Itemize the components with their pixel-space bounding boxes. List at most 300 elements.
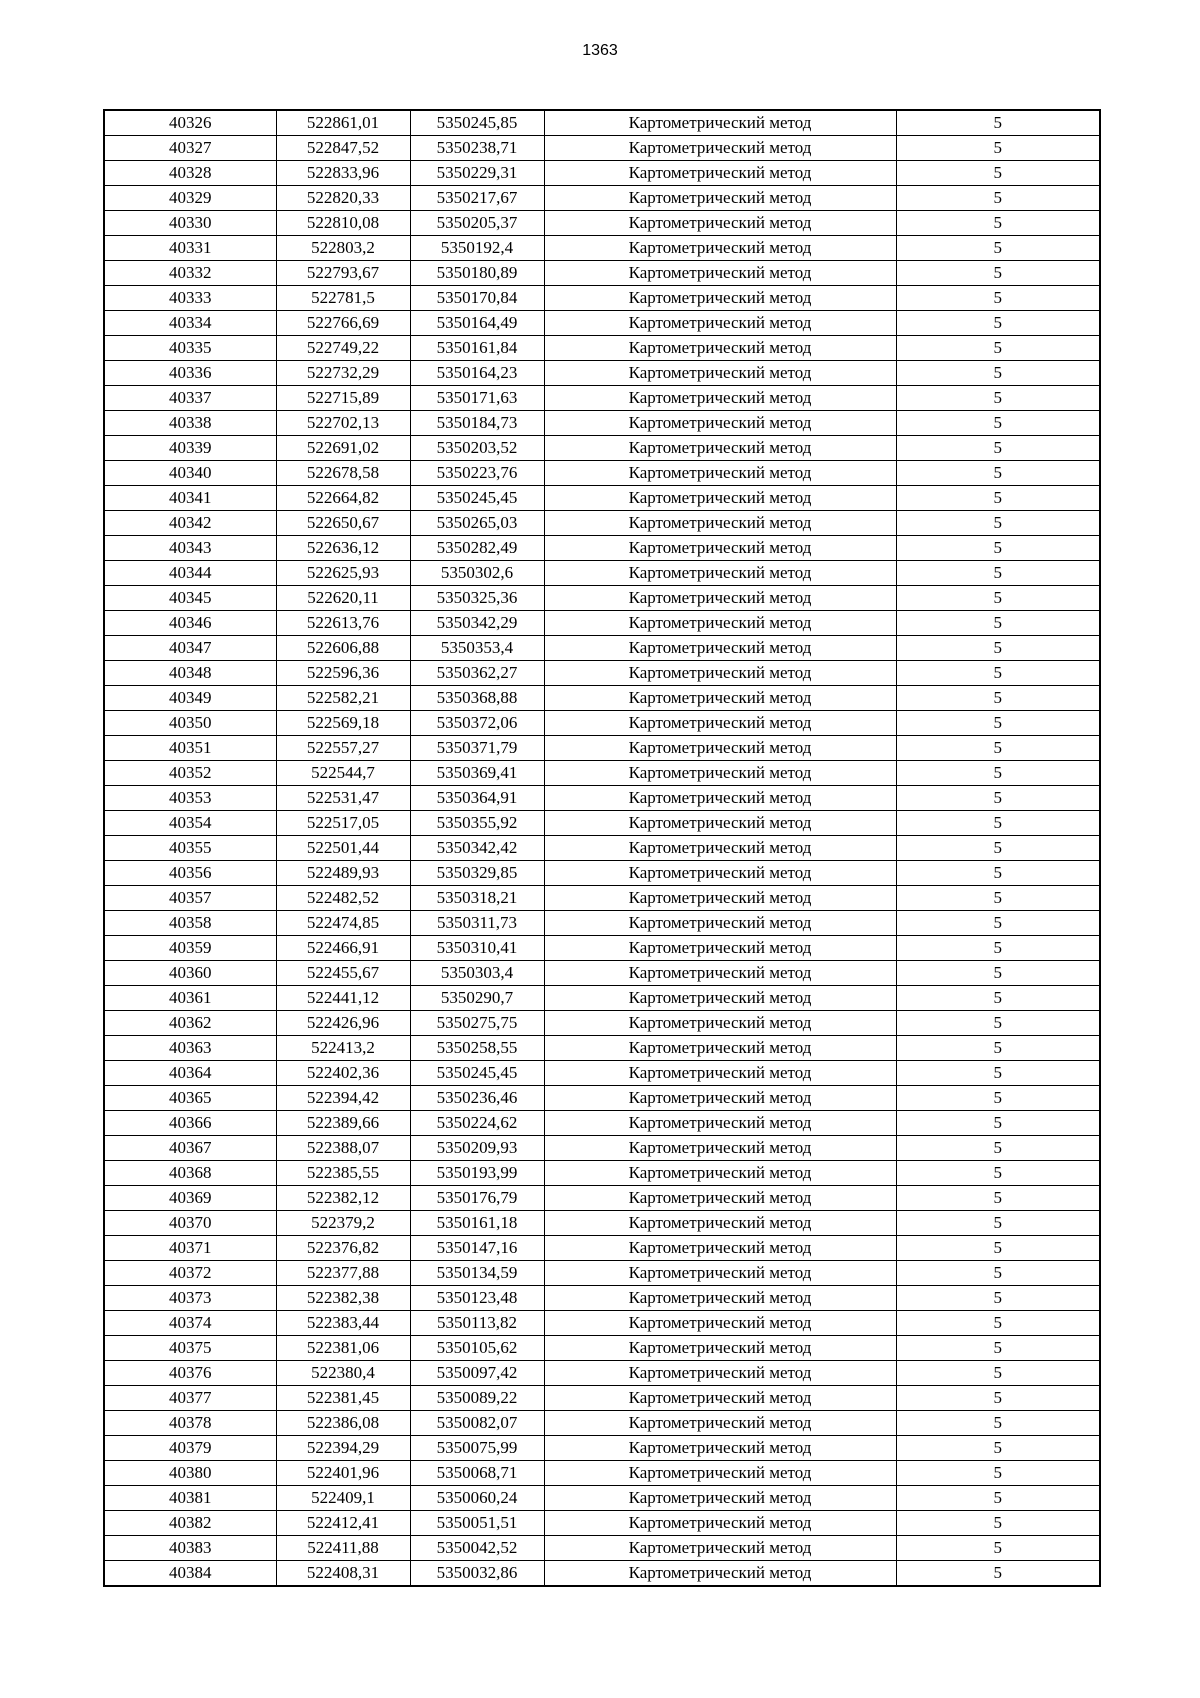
accuracy-cell: 5 [896, 186, 1100, 211]
point-number-cell: 40379 [104, 1436, 276, 1461]
table-row [104, 1536, 1100, 1561]
table-row [104, 811, 1100, 836]
table-row [104, 911, 1100, 936]
y-coordinate-cell: 5350171,63 [410, 386, 544, 411]
table-row [104, 286, 1100, 311]
table-row [104, 611, 1100, 636]
y-coordinate-cell: 5350325,36 [410, 586, 544, 611]
accuracy-cell: 5 [896, 411, 1100, 436]
point-number-cell: 40377 [104, 1386, 276, 1411]
y-coordinate-cell: 5350164,49 [410, 311, 544, 336]
accuracy-cell: 5 [896, 1036, 1100, 1061]
y-coordinate-cell: 5350371,79 [410, 736, 544, 761]
table-body [104, 110, 1100, 1586]
y-coordinate-cell: 5350123,48 [410, 1286, 544, 1311]
point-number-cell: 40384 [104, 1561, 276, 1587]
method-cell: Картометрический метод [544, 286, 896, 311]
x-coordinate-cell: 522678,58 [276, 461, 410, 486]
point-number-cell: 40357 [104, 886, 276, 911]
table-row [104, 986, 1100, 1011]
method-cell: Картометрический метод [544, 211, 896, 236]
point-number-cell: 40372 [104, 1261, 276, 1286]
table-row [104, 586, 1100, 611]
table-row [104, 736, 1100, 761]
x-coordinate-cell: 522664,82 [276, 486, 410, 511]
accuracy-cell: 5 [896, 1061, 1100, 1086]
y-coordinate-cell: 5350303,4 [410, 961, 544, 986]
x-coordinate-cell: 522517,05 [276, 811, 410, 836]
accuracy-cell: 5 [896, 161, 1100, 186]
y-coordinate-cell: 5350060,24 [410, 1486, 544, 1511]
y-coordinate-cell: 5350245,85 [410, 110, 544, 136]
x-coordinate-cell: 522793,67 [276, 261, 410, 286]
y-coordinate-cell: 5350082,07 [410, 1411, 544, 1436]
table-row [104, 536, 1100, 561]
accuracy-cell: 5 [896, 986, 1100, 1011]
method-cell: Картометрический метод [544, 1386, 896, 1411]
point-number-cell: 40350 [104, 711, 276, 736]
x-coordinate-cell: 522732,29 [276, 361, 410, 386]
point-number-cell: 40354 [104, 811, 276, 836]
method-cell: Картометрический метод [544, 1136, 896, 1161]
table-row [104, 1236, 1100, 1261]
point-number-cell: 40373 [104, 1286, 276, 1311]
y-coordinate-cell: 5350265,03 [410, 511, 544, 536]
x-coordinate-cell: 522382,12 [276, 1186, 410, 1211]
table-row [104, 261, 1100, 286]
table-row [104, 1261, 1100, 1286]
point-number-cell: 40378 [104, 1411, 276, 1436]
accuracy-cell: 5 [896, 561, 1100, 586]
x-coordinate-cell: 522426,96 [276, 1011, 410, 1036]
y-coordinate-cell: 5350290,7 [410, 986, 544, 1011]
x-coordinate-cell: 522781,5 [276, 286, 410, 311]
y-coordinate-cell: 5350176,79 [410, 1186, 544, 1211]
table-row [104, 461, 1100, 486]
point-number-cell: 40345 [104, 586, 276, 611]
point-number-cell: 40344 [104, 561, 276, 586]
accuracy-cell: 5 [896, 836, 1100, 861]
y-coordinate-cell: 5350184,73 [410, 411, 544, 436]
y-coordinate-cell: 5350236,46 [410, 1086, 544, 1111]
y-coordinate-cell: 5350180,89 [410, 261, 544, 286]
accuracy-cell: 5 [896, 661, 1100, 686]
table-row [104, 886, 1100, 911]
table-row [104, 1286, 1100, 1311]
table-row [104, 411, 1100, 436]
point-number-cell: 40356 [104, 861, 276, 886]
accuracy-cell: 5 [896, 586, 1100, 611]
point-number-cell: 40362 [104, 1011, 276, 1036]
method-cell: Картометрический метод [544, 1511, 896, 1536]
table-row [104, 686, 1100, 711]
x-coordinate-cell: 522381,45 [276, 1386, 410, 1411]
x-coordinate-cell: 522482,52 [276, 886, 410, 911]
method-cell: Картометрический метод [544, 886, 896, 911]
accuracy-cell: 5 [896, 686, 1100, 711]
point-number-cell: 40342 [104, 511, 276, 536]
accuracy-cell: 5 [896, 286, 1100, 311]
accuracy-cell: 5 [896, 1111, 1100, 1136]
y-coordinate-cell: 5350105,62 [410, 1336, 544, 1361]
point-number-cell: 40375 [104, 1336, 276, 1361]
x-coordinate-cell: 522833,96 [276, 161, 410, 186]
x-coordinate-cell: 522620,11 [276, 586, 410, 611]
table-row [104, 161, 1100, 186]
point-number-cell: 40380 [104, 1461, 276, 1486]
x-coordinate-cell: 522409,1 [276, 1486, 410, 1511]
accuracy-cell: 5 [896, 1011, 1100, 1036]
table-row [104, 1411, 1100, 1436]
point-number-cell: 40343 [104, 536, 276, 561]
y-coordinate-cell: 5350205,37 [410, 211, 544, 236]
method-cell: Картометрический метод [544, 311, 896, 336]
x-coordinate-cell: 522411,88 [276, 1536, 410, 1561]
accuracy-cell: 5 [896, 311, 1100, 336]
method-cell: Картометрический метод [544, 1236, 896, 1261]
method-cell: Картометрический метод [544, 1111, 896, 1136]
point-number-cell: 40366 [104, 1111, 276, 1136]
accuracy-cell: 5 [896, 761, 1100, 786]
method-cell: Картометрический метод [544, 486, 896, 511]
x-coordinate-cell: 522702,13 [276, 411, 410, 436]
x-coordinate-cell: 522408,31 [276, 1561, 410, 1587]
point-number-cell: 40338 [104, 411, 276, 436]
table-row [104, 761, 1100, 786]
accuracy-cell: 5 [896, 236, 1100, 261]
point-number-cell: 40340 [104, 461, 276, 486]
accuracy-cell: 5 [896, 1286, 1100, 1311]
method-cell: Картометрический метод [544, 336, 896, 361]
method-cell: Картометрический метод [544, 1336, 896, 1361]
point-number-cell: 40353 [104, 786, 276, 811]
point-number-cell: 40347 [104, 636, 276, 661]
x-coordinate-cell: 522386,08 [276, 1411, 410, 1436]
y-coordinate-cell: 5350134,59 [410, 1261, 544, 1286]
method-cell: Картометрический метод [544, 1536, 896, 1561]
x-coordinate-cell: 522861,01 [276, 110, 410, 136]
accuracy-cell: 5 [896, 1261, 1100, 1286]
point-number-cell: 40359 [104, 936, 276, 961]
x-coordinate-cell: 522691,02 [276, 436, 410, 461]
point-number-cell: 40327 [104, 136, 276, 161]
method-cell: Картометрический метод [544, 611, 896, 636]
y-coordinate-cell: 5350032,86 [410, 1561, 544, 1587]
x-coordinate-cell: 522466,91 [276, 936, 410, 961]
y-coordinate-cell: 5350203,52 [410, 436, 544, 461]
table-row [104, 1386, 1100, 1411]
table-row [104, 110, 1100, 136]
y-coordinate-cell: 5350258,55 [410, 1036, 544, 1061]
accuracy-cell: 5 [896, 1311, 1100, 1336]
accuracy-cell: 5 [896, 1436, 1100, 1461]
accuracy-cell: 5 [896, 386, 1100, 411]
y-coordinate-cell: 5350075,99 [410, 1436, 544, 1461]
table-row [104, 311, 1100, 336]
table-row [104, 1086, 1100, 1111]
table-row [104, 1361, 1100, 1386]
point-number-cell: 40370 [104, 1211, 276, 1236]
x-coordinate-cell: 522394,42 [276, 1086, 410, 1111]
y-coordinate-cell: 5350164,23 [410, 361, 544, 386]
point-number-cell: 40361 [104, 986, 276, 1011]
point-number-cell: 40341 [104, 486, 276, 511]
x-coordinate-cell: 522380,4 [276, 1361, 410, 1386]
table-row [104, 1161, 1100, 1186]
point-number-cell: 40326 [104, 110, 276, 136]
method-cell: Картометрический метод [544, 1461, 896, 1486]
x-coordinate-cell: 522413,2 [276, 1036, 410, 1061]
y-coordinate-cell: 5350097,42 [410, 1361, 544, 1386]
y-coordinate-cell: 5350342,42 [410, 836, 544, 861]
x-coordinate-cell: 522749,22 [276, 336, 410, 361]
y-coordinate-cell: 5350369,41 [410, 761, 544, 786]
method-cell: Картометрический метод [544, 936, 896, 961]
accuracy-cell: 5 [896, 861, 1100, 886]
x-coordinate-cell: 522381,06 [276, 1336, 410, 1361]
accuracy-cell: 5 [896, 110, 1100, 136]
table-row [104, 636, 1100, 661]
accuracy-cell: 5 [896, 1486, 1100, 1511]
y-coordinate-cell: 5350372,06 [410, 711, 544, 736]
accuracy-cell: 5 [896, 886, 1100, 911]
accuracy-cell: 5 [896, 1511, 1100, 1536]
x-coordinate-cell: 522388,07 [276, 1136, 410, 1161]
point-number-cell: 40348 [104, 661, 276, 686]
point-number-cell: 40337 [104, 386, 276, 411]
y-coordinate-cell: 5350368,88 [410, 686, 544, 711]
method-cell: Картометрический метод [544, 1211, 896, 1236]
point-number-cell: 40339 [104, 436, 276, 461]
table-row [104, 1511, 1100, 1536]
method-cell: Картометрический метод [544, 736, 896, 761]
x-coordinate-cell: 522531,47 [276, 786, 410, 811]
accuracy-cell: 5 [896, 1536, 1100, 1561]
accuracy-cell: 5 [896, 511, 1100, 536]
y-coordinate-cell: 5350229,31 [410, 161, 544, 186]
method-cell: Картометрический метод [544, 661, 896, 686]
method-cell: Картометрический метод [544, 361, 896, 386]
y-coordinate-cell: 5350161,84 [410, 336, 544, 361]
table-row [104, 436, 1100, 461]
method-cell: Картометрический метод [544, 711, 896, 736]
x-coordinate-cell: 522766,69 [276, 311, 410, 336]
table-row [104, 1211, 1100, 1236]
accuracy-cell: 5 [896, 636, 1100, 661]
table-row [104, 861, 1100, 886]
x-coordinate-cell: 522847,52 [276, 136, 410, 161]
coordinates-table [103, 109, 1101, 1587]
table-row [104, 1186, 1100, 1211]
y-coordinate-cell: 5350089,22 [410, 1386, 544, 1411]
point-number-cell: 40330 [104, 211, 276, 236]
point-number-cell: 40332 [104, 261, 276, 286]
accuracy-cell: 5 [896, 1411, 1100, 1436]
point-number-cell: 40349 [104, 686, 276, 711]
method-cell: Картометрический метод [544, 911, 896, 936]
x-coordinate-cell: 522401,96 [276, 1461, 410, 1486]
accuracy-cell: 5 [896, 911, 1100, 936]
method-cell: Картометрический метод [544, 261, 896, 286]
x-coordinate-cell: 522455,67 [276, 961, 410, 986]
x-coordinate-cell: 522810,08 [276, 211, 410, 236]
accuracy-cell: 5 [896, 1211, 1100, 1236]
y-coordinate-cell: 5350051,51 [410, 1511, 544, 1536]
accuracy-cell: 5 [896, 361, 1100, 386]
accuracy-cell: 5 [896, 461, 1100, 486]
method-cell: Картометрический метод [544, 386, 896, 411]
table-row [104, 186, 1100, 211]
method-cell: Картометрический метод [544, 1261, 896, 1286]
y-coordinate-cell: 5350068,71 [410, 1461, 544, 1486]
method-cell: Картометрический метод [544, 461, 896, 486]
point-number-cell: 40336 [104, 361, 276, 386]
point-number-cell: 40346 [104, 611, 276, 636]
point-number-cell: 40352 [104, 761, 276, 786]
table-row [104, 936, 1100, 961]
point-number-cell: 40334 [104, 311, 276, 336]
table-row [104, 836, 1100, 861]
accuracy-cell: 5 [896, 436, 1100, 461]
y-coordinate-cell: 5350042,52 [410, 1536, 544, 1561]
accuracy-cell: 5 [896, 936, 1100, 961]
x-coordinate-cell: 522385,55 [276, 1161, 410, 1186]
table-row [104, 1561, 1100, 1587]
x-coordinate-cell: 522379,2 [276, 1211, 410, 1236]
accuracy-cell: 5 [896, 1136, 1100, 1161]
table-row [104, 486, 1100, 511]
y-coordinate-cell: 5350275,75 [410, 1011, 544, 1036]
method-cell: Картометрический метод [544, 186, 896, 211]
method-cell: Картометрический метод [544, 1361, 896, 1386]
accuracy-cell: 5 [896, 136, 1100, 161]
point-number-cell: 40374 [104, 1311, 276, 1336]
method-cell: Картометрический метод [544, 1011, 896, 1036]
y-coordinate-cell: 5350342,29 [410, 611, 544, 636]
x-coordinate-cell: 522489,93 [276, 861, 410, 886]
method-cell: Картометрический метод [544, 1486, 896, 1511]
table-row [104, 1111, 1100, 1136]
x-coordinate-cell: 522501,44 [276, 836, 410, 861]
table-row [104, 511, 1100, 536]
table-row [104, 386, 1100, 411]
table-row [104, 136, 1100, 161]
method-cell: Картометрический метод [544, 636, 896, 661]
method-cell: Картометрический метод [544, 1411, 896, 1436]
method-cell: Картометрический метод [544, 110, 896, 136]
accuracy-cell: 5 [896, 1086, 1100, 1111]
method-cell: Картометрический метод [544, 786, 896, 811]
accuracy-cell: 5 [896, 211, 1100, 236]
method-cell: Картометрический метод [544, 1311, 896, 1336]
point-number-cell: 40367 [104, 1136, 276, 1161]
method-cell: Картометрический метод [544, 161, 896, 186]
point-number-cell: 40381 [104, 1486, 276, 1511]
y-coordinate-cell: 5350310,41 [410, 936, 544, 961]
accuracy-cell: 5 [896, 1461, 1100, 1486]
y-coordinate-cell: 5350223,76 [410, 461, 544, 486]
accuracy-cell: 5 [896, 611, 1100, 636]
point-number-cell: 40371 [104, 1236, 276, 1261]
x-coordinate-cell: 522715,89 [276, 386, 410, 411]
x-coordinate-cell: 522803,2 [276, 236, 410, 261]
accuracy-cell: 5 [896, 1336, 1100, 1361]
x-coordinate-cell: 522820,33 [276, 186, 410, 211]
point-number-cell: 40376 [104, 1361, 276, 1386]
accuracy-cell: 5 [896, 536, 1100, 561]
accuracy-cell: 5 [896, 486, 1100, 511]
method-cell: Картометрический метод [544, 511, 896, 536]
table-row [104, 1461, 1100, 1486]
y-coordinate-cell: 5350318,21 [410, 886, 544, 911]
method-cell: Картометрический метод [544, 761, 896, 786]
point-number-cell: 40363 [104, 1036, 276, 1061]
table-row [104, 561, 1100, 586]
method-cell: Картометрический метод [544, 961, 896, 986]
method-cell: Картометрический метод [544, 436, 896, 461]
point-number-cell: 40331 [104, 236, 276, 261]
method-cell: Картометрический метод [544, 561, 896, 586]
method-cell: Картометрический метод [544, 586, 896, 611]
table-row [104, 1336, 1100, 1361]
method-cell: Картометрический метод [544, 1086, 896, 1111]
table-row [104, 1011, 1100, 1036]
x-coordinate-cell: 522383,44 [276, 1311, 410, 1336]
method-cell: Картометрический метод [544, 1036, 896, 1061]
accuracy-cell: 5 [896, 1361, 1100, 1386]
x-coordinate-cell: 522376,82 [276, 1236, 410, 1261]
table-row [104, 211, 1100, 236]
accuracy-cell: 5 [896, 1186, 1100, 1211]
method-cell: Картометрический метод [544, 536, 896, 561]
point-number-cell: 40365 [104, 1086, 276, 1111]
accuracy-cell: 5 [896, 336, 1100, 361]
x-coordinate-cell: 522412,41 [276, 1511, 410, 1536]
x-coordinate-cell: 522557,27 [276, 736, 410, 761]
point-number-cell: 40333 [104, 286, 276, 311]
point-number-cell: 40328 [104, 161, 276, 186]
y-coordinate-cell: 5350147,16 [410, 1236, 544, 1261]
y-coordinate-cell: 5350224,62 [410, 1111, 544, 1136]
y-coordinate-cell: 5350282,49 [410, 536, 544, 561]
y-coordinate-cell: 5350245,45 [410, 486, 544, 511]
table-row [104, 1311, 1100, 1336]
point-number-cell: 40329 [104, 186, 276, 211]
accuracy-cell: 5 [896, 261, 1100, 286]
table-row [104, 1486, 1100, 1511]
y-coordinate-cell: 5350113,82 [410, 1311, 544, 1336]
x-coordinate-cell: 522389,66 [276, 1111, 410, 1136]
accuracy-cell: 5 [896, 736, 1100, 761]
page-number: 1363 [582, 42, 618, 59]
point-number-cell: 40382 [104, 1511, 276, 1536]
table-row [104, 786, 1100, 811]
y-coordinate-cell: 5350238,71 [410, 136, 544, 161]
point-number-cell: 40355 [104, 836, 276, 861]
accuracy-cell: 5 [896, 1236, 1100, 1261]
point-number-cell: 40360 [104, 961, 276, 986]
y-coordinate-cell: 5350192,4 [410, 236, 544, 261]
y-coordinate-cell: 5350355,92 [410, 811, 544, 836]
y-coordinate-cell: 5350245,45 [410, 1061, 544, 1086]
point-number-cell: 40358 [104, 911, 276, 936]
point-number-cell: 40364 [104, 1061, 276, 1086]
table-row [104, 1036, 1100, 1061]
table-row [104, 961, 1100, 986]
table-row [104, 661, 1100, 686]
method-cell: Картометрический метод [544, 411, 896, 436]
method-cell: Картометрический метод [544, 1061, 896, 1086]
